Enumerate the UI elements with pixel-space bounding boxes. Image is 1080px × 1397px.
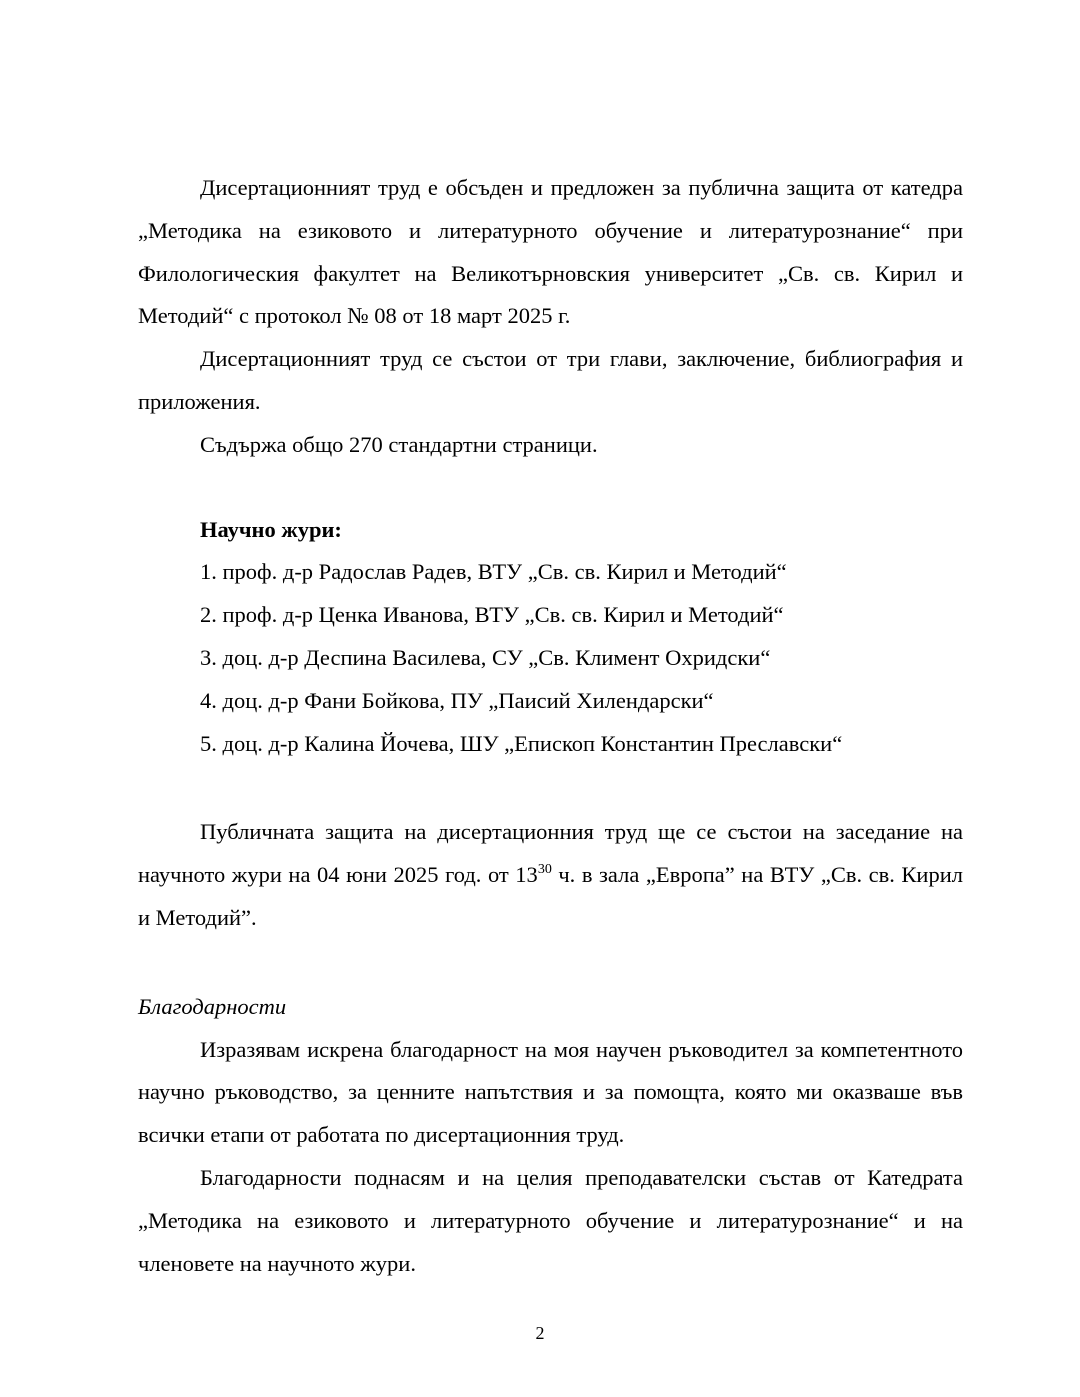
acknowledgements-paragraph-2: Благодарности поднасям и на целия преподавателски състав от Катедрата „Методика на езиковото и литературното обучение и литературознание“ и на членовете на научното жури. [138, 1164, 963, 1276]
acknowledgements-paragraph-1: Изразявам искрена благодарност на моя научен ръководител за компетентното научно ръководство, за ценните напътствия и за помощта, която ми оказваше във всички етапи от работата по дисертационния труд. [138, 1036, 963, 1148]
spacer [138, 940, 963, 986]
jury-heading: Научно жури: [200, 516, 342, 542]
jury-member: 1. проф. д-р Радослав Радев, ВТУ „Св. св. Кирил и Методий“ [200, 559, 787, 585]
spacer [138, 467, 963, 509]
jury-member: 2. проф. д-р Ценка Иванова, ВТУ „Св. св. Кирил и Методий“ [200, 602, 784, 628]
discussion-paragraph: Дисертационният труд е обсъден и предложен за публична защита от катедра „Методика на езиковото и литературното обучение и литературознание“ при Филологическия факултет на Великотърновския университет „Св. св. Кирил и Методий“ с протокол № 08 от 18 март 2025 г. [138, 175, 963, 329]
jury-member: 3. доц. д-р Деспина Василева, СУ „Св. Климент Охридски“ [200, 644, 771, 670]
spacer [138, 765, 963, 811]
defense-text-after: ч. в зала „Европа” на ВТУ „Св. св. Кирил и Методий”. [138, 862, 963, 930]
defense-text-before: Публичната защита на дисертационния труд ще се състои на заседание на научното жури на 04 юни 2025 год. от 13 [138, 819, 963, 888]
document-body [138, 167, 963, 1285]
page-number: 2 [535, 1323, 545, 1343]
structure-paragraph: Дисертационният труд се състои от три глави, заключение, библиография и приложения. [138, 346, 963, 414]
acknowledgements-heading: Благодарности [138, 993, 287, 1019]
page-count-paragraph: Съдържа общо 270 стандартни страници. [200, 431, 598, 457]
jury-member: 4. доц. д-р Фани Бойкова, ПУ „Паисий Хилендарски“ [200, 687, 714, 713]
defense-time-minutes: 30 [537, 861, 552, 877]
defense-paragraph [138, 811, 963, 939]
jury-member: 5. доц. д-р Калина Йочева, ШУ „Епископ Константин Преславски“ [200, 730, 843, 756]
